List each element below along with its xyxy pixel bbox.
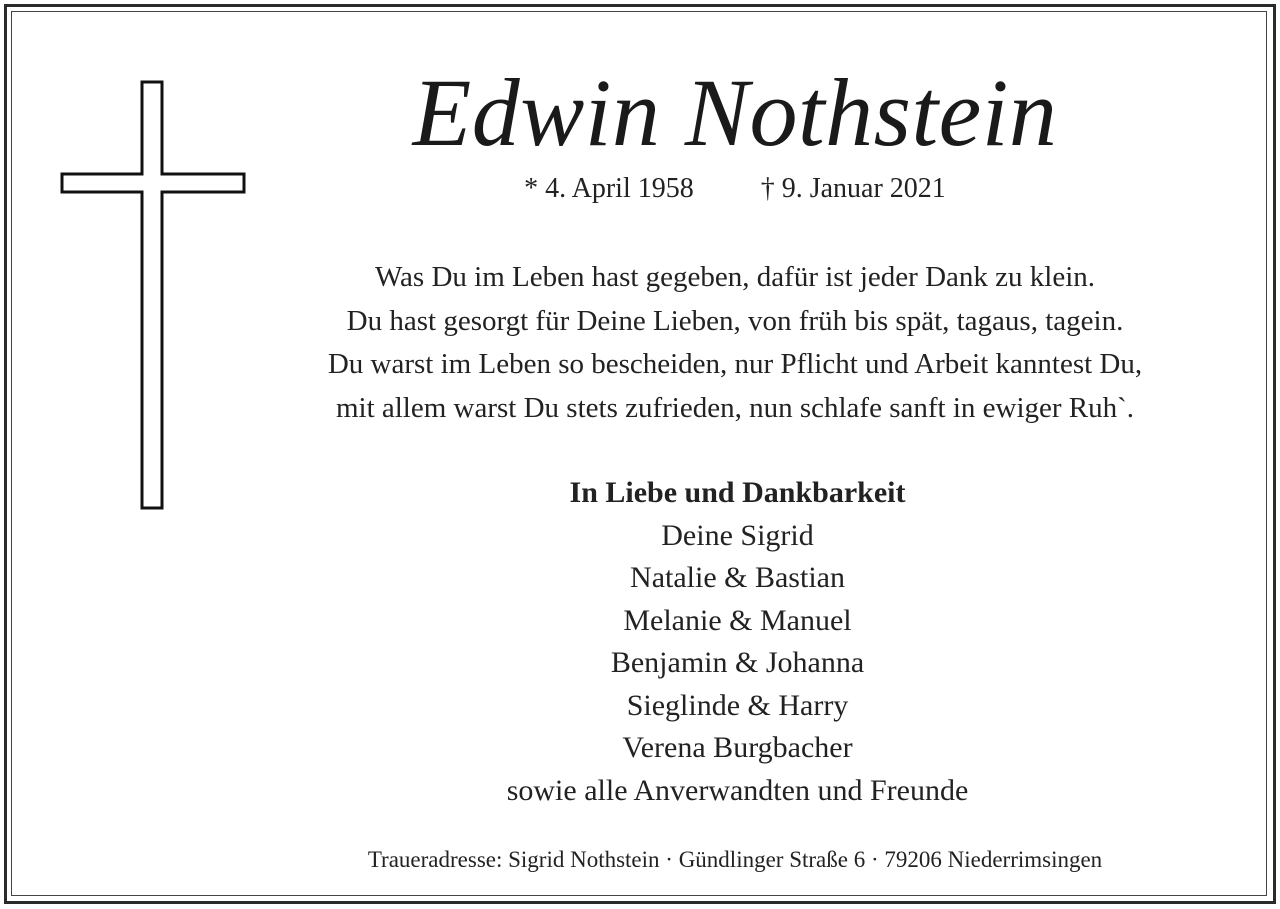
mourner-name: Deine Sigrid bbox=[661, 518, 814, 552]
mourner-name: Verena Burgbacher bbox=[622, 731, 853, 764]
mourners-heading: In Liebe und Dankbarkeit bbox=[569, 476, 906, 509]
poem-line: Was Du im Leben hast gegeben, dafür ist jeder Dank zu klein. bbox=[374, 261, 1095, 293]
mourner-name: Sieglinde & Harry bbox=[626, 688, 849, 722]
mourner-name: Natalie & Bastian bbox=[630, 561, 845, 594]
birth-date: * 4. April 1958 bbox=[524, 173, 694, 204]
mourner-name: Benjamin & Johanna bbox=[610, 646, 865, 679]
mourners-block bbox=[340, 472, 1135, 812]
poem-line: mit allem warst Du stets zufrieden, nun schlafe sanft in ewiger Ruh`. bbox=[335, 391, 1135, 424]
poem-line: Du warst im Leben so bescheiden, nur Pflicht und Arbeit kanntest Du, bbox=[327, 348, 1143, 380]
poem-line: Du hast gesorgt für Deine Lieben, von früh bis spät, tagaus, tagein. bbox=[346, 304, 1124, 337]
mourner-name: sowie alle Anverwandten und Freunde bbox=[506, 773, 969, 807]
cross-icon bbox=[60, 80, 246, 510]
deceased-name: Edwin Nothstein bbox=[412, 59, 1058, 166]
life-dates bbox=[240, 172, 1230, 206]
memorial-poem bbox=[230, 256, 1240, 430]
death-date: † 9. Januar 2021 bbox=[760, 173, 946, 204]
mourning-address: Traueradresse: Sigrid Nothstein · Gündlinger Straße 6 · 79206 Niederrimsingen bbox=[367, 847, 1103, 872]
mourner-name: Melanie & Manuel bbox=[623, 603, 852, 637]
